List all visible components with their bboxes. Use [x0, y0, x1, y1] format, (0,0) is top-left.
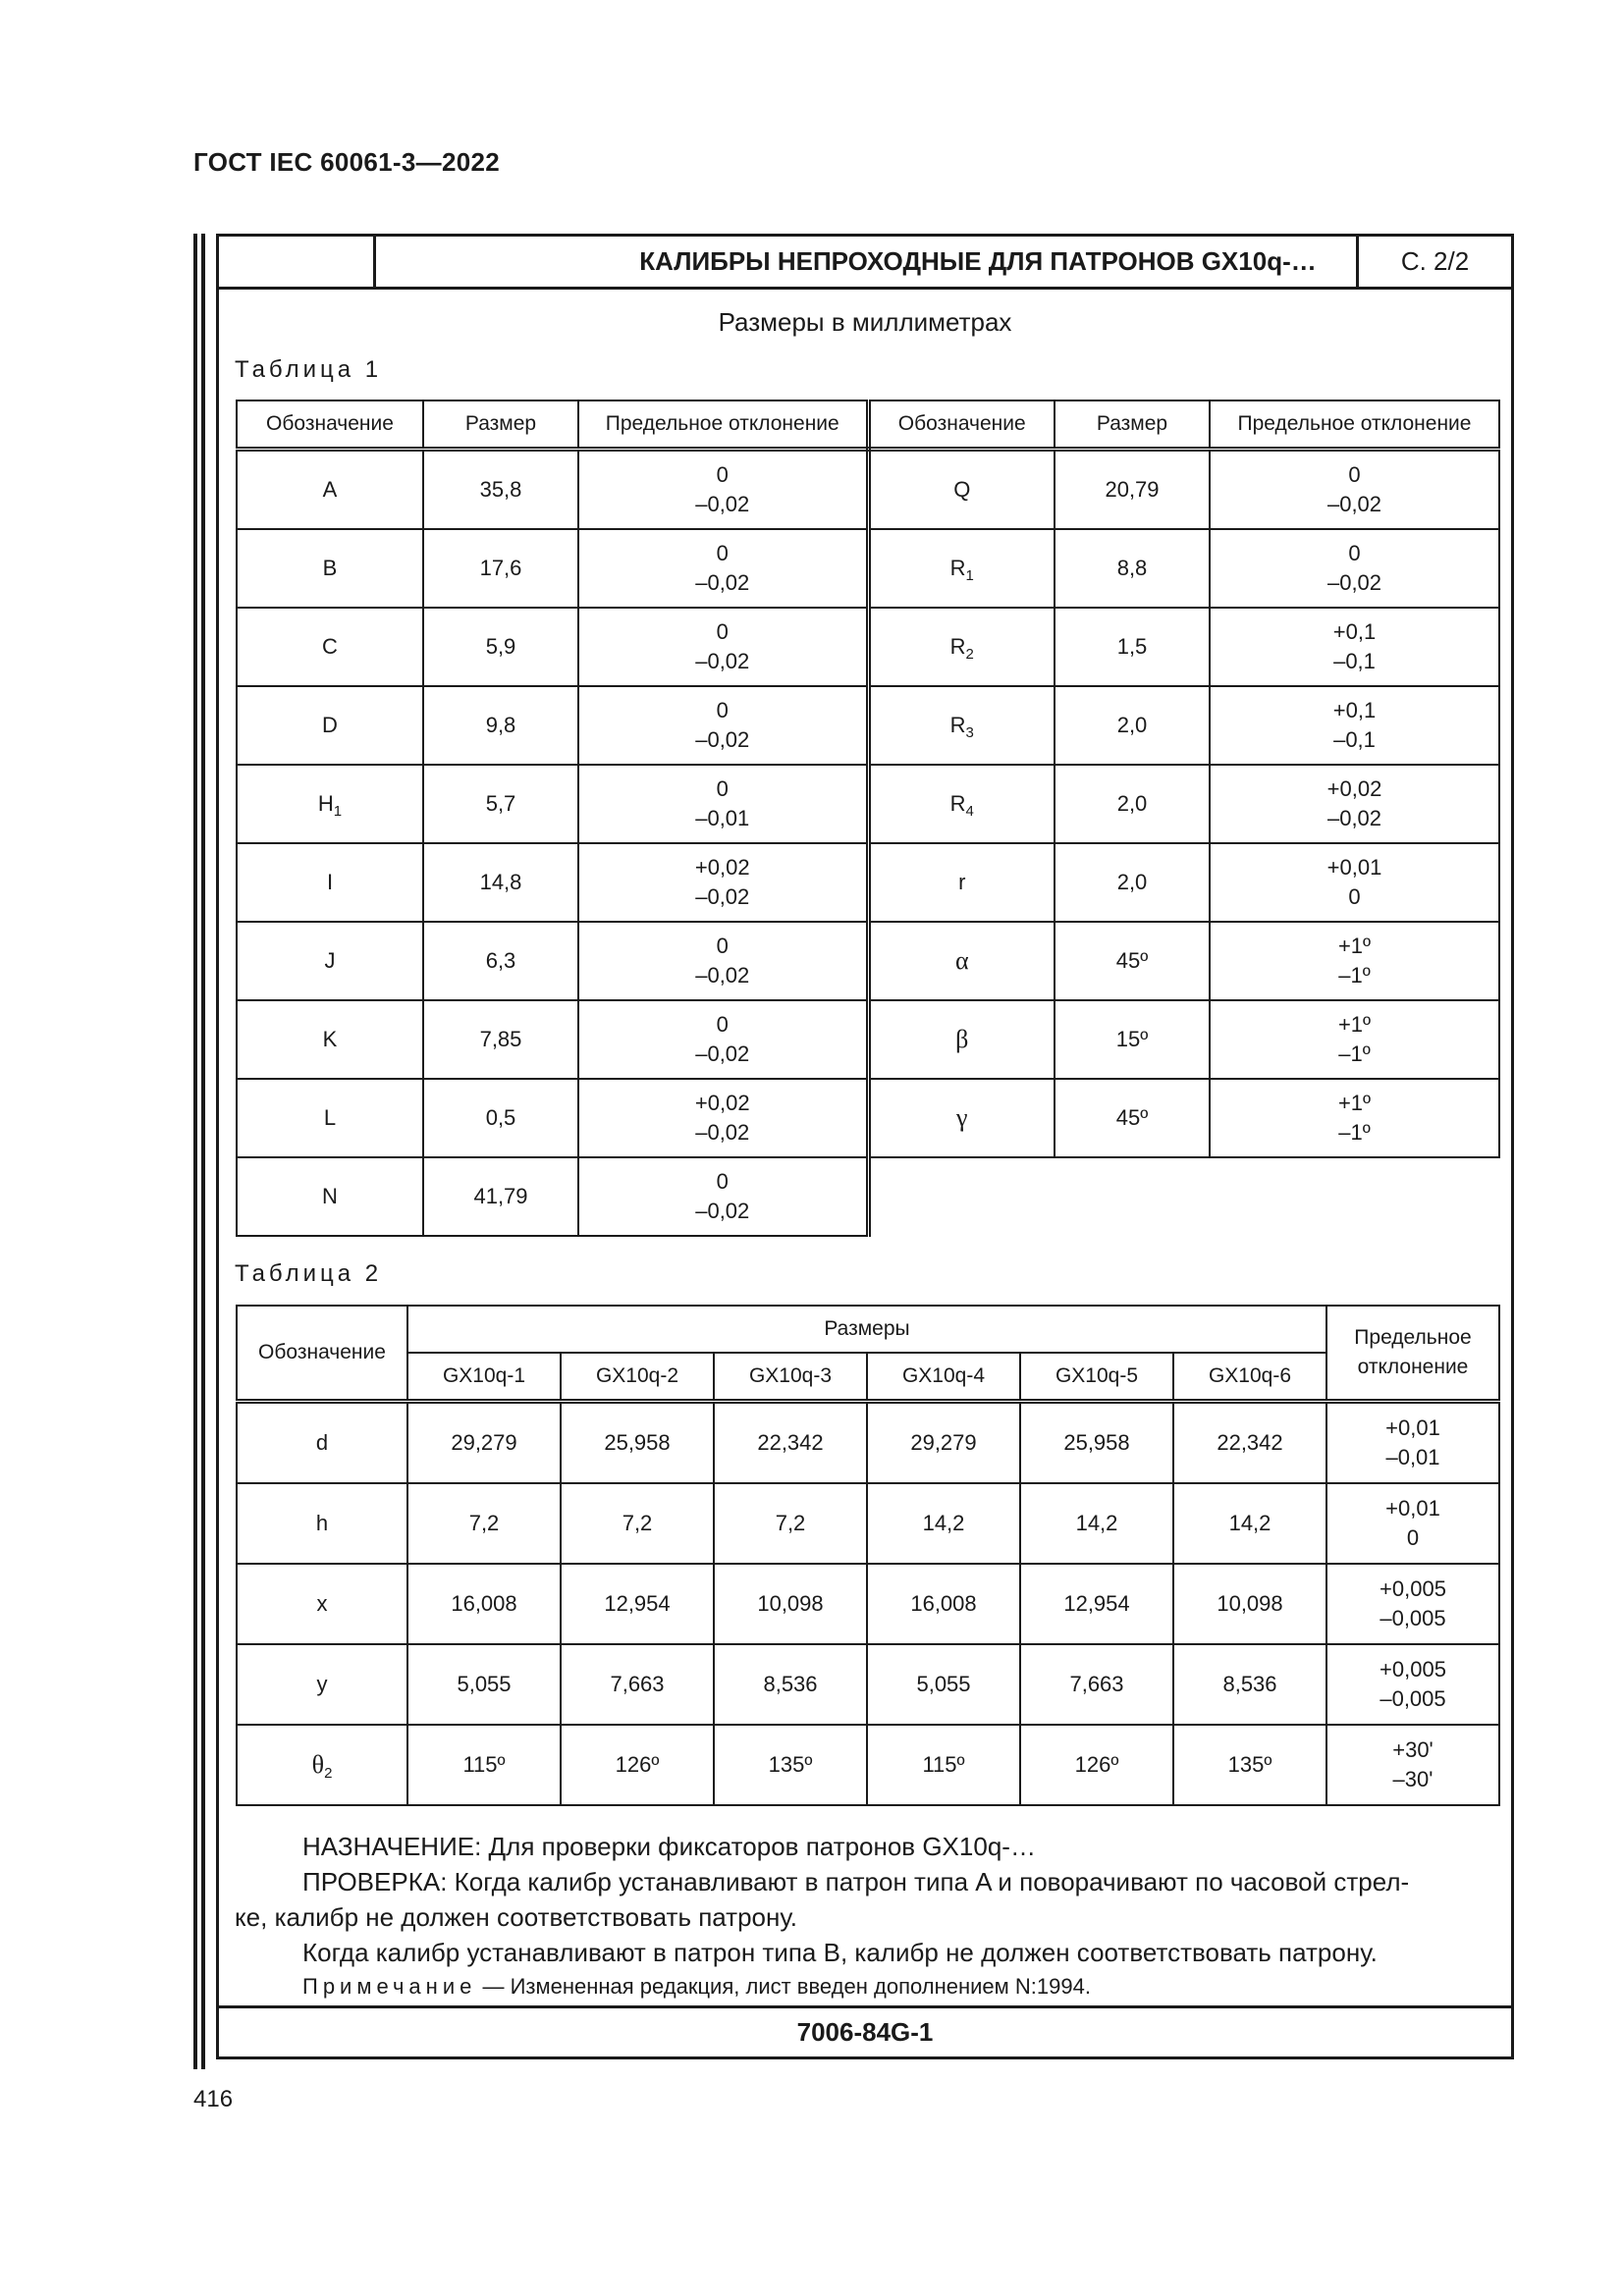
symbol: I [326, 870, 334, 894]
table2 [236, 1305, 1500, 1806]
t1-deviation [578, 450, 868, 530]
deviation-lower: –30' [1392, 1767, 1434, 1791]
symbol-subscript: 1 [333, 803, 343, 820]
t1-size: 35,8 [423, 450, 578, 530]
t1-deviation [1210, 608, 1499, 686]
sheet-frame [216, 234, 1514, 2059]
symbol-subscript: 4 [965, 803, 974, 820]
t1-size: 0,5 [423, 1079, 578, 1157]
symbol: x [316, 1591, 328, 1616]
t1-deviation [578, 765, 868, 843]
t1-header: Размер [1055, 400, 1210, 450]
deviation-lower: 0 [1348, 884, 1361, 909]
deviation-lower: –0,02 [1326, 806, 1382, 830]
t1-designation [237, 1079, 423, 1157]
deviation-lower: –1º [1338, 963, 1371, 988]
t1-size: 20,79 [1055, 450, 1210, 530]
deviation-upper: 0 [716, 1169, 729, 1194]
t2-value: 5,055 [867, 1644, 1020, 1725]
deviation-lower: –1º [1338, 1041, 1371, 1066]
t1-header: Предельное отклонение [1210, 400, 1499, 450]
symbol: K [322, 1027, 338, 1051]
t2-value: 12,954 [561, 1564, 714, 1644]
t2-header-sizes: Размеры [407, 1306, 1326, 1353]
t2-deviation [1326, 1564, 1499, 1644]
t1-deviation [578, 608, 868, 686]
deviation-lower: –0,02 [1326, 492, 1382, 516]
t2-column-header: GX10q-5 [1020, 1353, 1173, 1402]
t1-designation [868, 608, 1055, 686]
table-row [237, 608, 1499, 686]
t2-column-header: GX10q-4 [867, 1353, 1020, 1402]
deviation-lower: –0,005 [1380, 1606, 1446, 1630]
t1-size: 7,85 [423, 1000, 578, 1079]
t2-value: 115º [407, 1725, 561, 1805]
t2-value: 135º [1173, 1725, 1326, 1805]
t1-body [237, 450, 1499, 1237]
t1-size: 45º [1055, 1079, 1210, 1157]
page-number: 416 [193, 2086, 234, 2112]
t2-value: 7,2 [561, 1483, 714, 1564]
t1-designation [868, 1000, 1055, 1079]
symbol: d [315, 1430, 329, 1455]
t2-body [237, 1402, 1499, 1806]
t2-deviation [1326, 1725, 1499, 1805]
t2-column-header: GX10q-6 [1173, 1353, 1326, 1402]
purpose-paragraph: НАЗНАЧЕНИЕ: Для проверки фиксаторов патронов GX10q-… [302, 1832, 1036, 1861]
t1-deviation [1210, 843, 1499, 922]
deviation-lower: –0,02 [695, 492, 750, 516]
t1-designation [237, 1000, 423, 1079]
t2-deviation [1326, 1402, 1499, 1484]
symbol: α [954, 945, 969, 975]
t1-designation [237, 1157, 423, 1236]
t1-designation [868, 529, 1055, 608]
deviation-lower: –0,1 [1333, 727, 1376, 752]
symbol: h [315, 1511, 329, 1535]
deviation-upper: 0 [716, 776, 729, 801]
t2-header-designation: Обозначение [237, 1306, 407, 1402]
t2-column-header: GX10q-1 [407, 1353, 561, 1402]
deviation-upper: +0,01 [1385, 1496, 1440, 1521]
document-code: ГОСТ IEC 60061-3—2022 [193, 147, 500, 177]
deviation-lower: –0,02 [1326, 570, 1382, 595]
deviation-upper: +0,005 [1380, 1657, 1446, 1682]
deviation-upper: +1º [1337, 934, 1372, 958]
t2-designation [237, 1483, 407, 1564]
symbol: H [317, 791, 334, 816]
deviation-upper: 0 [716, 698, 729, 722]
deviation-upper: +0,02 [1326, 776, 1382, 801]
units-note: Размеры в миллиметрах [718, 307, 1012, 337]
t2-value: 14,2 [1173, 1483, 1326, 1564]
t1-size: 9,8 [423, 686, 578, 765]
t2-designation [237, 1402, 407, 1484]
t1-deviation [578, 1079, 868, 1157]
frame-margin-line [201, 234, 205, 2069]
t1-size: 2,0 [1055, 843, 1210, 922]
t1-designation [237, 922, 423, 1000]
deviation-upper: +0,1 [1332, 619, 1377, 644]
t1-size: 15º [1055, 1000, 1210, 1079]
t1-deviation [578, 529, 868, 608]
table-row [237, 1402, 1499, 1484]
t2-value: 7,2 [714, 1483, 867, 1564]
sheet-title: КАЛИБРЫ НЕПРОХОДНЫЕ ДЛЯ ПАТРОНОВ GX10q-… [639, 246, 1317, 276]
deviation-lower: –0,02 [695, 570, 750, 595]
t2-value: 29,279 [867, 1402, 1020, 1484]
t1-designation [868, 1079, 1055, 1157]
symbol: r [958, 870, 966, 894]
deviation-upper: +30' [1392, 1737, 1434, 1762]
t1-size: 45º [1055, 922, 1210, 1000]
table2-caption: Таблица 2 [235, 1260, 383, 1287]
t1-designation [868, 450, 1055, 530]
table-row [237, 1644, 1499, 1725]
body-text [219, 1829, 1511, 1970]
symbol: A [322, 477, 338, 502]
t2-value: 115º [867, 1725, 1020, 1805]
t2-value: 29,279 [407, 1402, 561, 1484]
t1-designation [237, 843, 423, 922]
t1-designation [237, 686, 423, 765]
t1-empty-cell [868, 1157, 1499, 1236]
table-row [237, 1725, 1499, 1805]
t2-designation [237, 1725, 407, 1805]
deviation-lower: –1º [1338, 1120, 1371, 1145]
symbol: N [322, 1184, 338, 1208]
table-row [237, 843, 1499, 922]
t2-deviation [1326, 1483, 1499, 1564]
t1-deviation [1210, 1000, 1499, 1079]
symbol: D [322, 713, 338, 737]
t1-deviation [578, 843, 868, 922]
t1-size: 8,8 [1055, 529, 1210, 608]
t1-deviation [578, 686, 868, 765]
table-row [237, 686, 1499, 765]
table-row [237, 1000, 1499, 1079]
check-paragraph-line1: ПРОВЕРКА: Когда калибр устанавливают в патрон типа A и поворачивают по часовой стрел- [302, 1867, 1410, 1896]
t1-size: 2,0 [1055, 686, 1210, 765]
t2-column-header: GX10q-3 [714, 1353, 867, 1402]
t2-value: 22,342 [714, 1402, 867, 1484]
symbol: y [316, 1672, 328, 1696]
deviation-lower: –0,02 [695, 727, 750, 752]
t1-deviation [1210, 765, 1499, 843]
t2-value: 14,2 [1020, 1483, 1173, 1564]
t1-size: 14,8 [423, 843, 578, 922]
t1-deviation [1210, 686, 1499, 765]
t1-header: Обозначение [868, 400, 1055, 450]
t2-value: 14,2 [867, 1483, 1020, 1564]
deviation-upper: +0,01 [1385, 1415, 1440, 1440]
t1-designation [868, 686, 1055, 765]
symbol: β [955, 1024, 969, 1053]
t2-deviation [1326, 1644, 1499, 1725]
t2-designation [237, 1564, 407, 1644]
t1-deviation [578, 922, 868, 1000]
table-row [237, 1157, 1499, 1236]
deviation-lower: –0,005 [1380, 1686, 1446, 1711]
deviation-upper: +1º [1337, 1012, 1372, 1037]
t1-size: 5,7 [423, 765, 578, 843]
t2-value: 8,536 [714, 1644, 867, 1725]
deviation-lower: –0,02 [695, 884, 750, 909]
sheet-header [219, 237, 1511, 290]
deviation-lower: –0,02 [695, 1041, 750, 1066]
deviation-upper: 0 [716, 462, 729, 487]
note-label: Примечание [302, 1974, 477, 1999]
t1-size: 1,5 [1055, 608, 1210, 686]
t1-designation [237, 450, 423, 530]
deviation-upper: 0 [716, 1012, 729, 1037]
t2-value: 7,663 [1020, 1644, 1173, 1725]
note [302, 1974, 1091, 2000]
t2-value: 135º [714, 1725, 867, 1805]
symbol: γ [956, 1102, 968, 1132]
table-row [237, 765, 1499, 843]
t2-value: 25,958 [1020, 1402, 1173, 1484]
deviation-upper: 0 [716, 934, 729, 958]
t2-column-header: GX10q-2 [561, 1353, 714, 1402]
t1-size: 6,3 [423, 922, 578, 1000]
t2-value: 126º [1020, 1725, 1173, 1805]
t1-size: 2,0 [1055, 765, 1210, 843]
symbol: B [322, 556, 338, 580]
deviation-lower: –0,02 [695, 1199, 750, 1223]
table1-caption: Таблица 1 [235, 356, 383, 383]
t1-deviation [578, 1157, 868, 1236]
symbol: C [322, 634, 338, 659]
deviation-upper: +0,02 [694, 1091, 750, 1115]
t1-deviation [1210, 1079, 1499, 1157]
table-row [237, 1564, 1499, 1644]
frame-margin-line [193, 234, 197, 2069]
deviation-upper: +0,1 [1332, 698, 1377, 722]
deviation-upper: 0 [1348, 541, 1361, 565]
symbol: L [323, 1105, 337, 1130]
deviation-upper: 0 [716, 541, 729, 565]
t1-header: Предельное отклонение [578, 400, 868, 450]
symbol-subscript: 2 [324, 1764, 333, 1782]
t2-value: 12,954 [1020, 1564, 1173, 1644]
t2-value: 10,098 [1173, 1564, 1326, 1644]
symbol: R [949, 713, 966, 737]
deviation-upper: +0,01 [1326, 855, 1382, 880]
symbol: R [949, 791, 966, 816]
t1-header: Размер [423, 400, 578, 450]
note-text: — Измененная редакция, лист введен дополнением N:1994. [476, 1974, 1091, 1999]
deviation-lower: –0,02 [695, 963, 750, 988]
deviation-lower: –0,02 [695, 649, 750, 673]
t1-deviation [1210, 922, 1499, 1000]
check-paragraph-line2: ке, калибр не должен соответствовать патрону. [235, 1902, 797, 1932]
t1-designation [868, 843, 1055, 922]
t2-value: 126º [561, 1725, 714, 1805]
deviation-lower: –0,01 [1385, 1445, 1440, 1469]
t2-value: 5,055 [407, 1644, 561, 1725]
t1-designation [237, 529, 423, 608]
deviation-lower: –0,1 [1333, 649, 1376, 673]
t2-value: 10,098 [714, 1564, 867, 1644]
symbol: R [949, 556, 966, 580]
t2-designation [237, 1644, 407, 1725]
symbol: R [949, 634, 966, 659]
deviation-upper: +0,005 [1380, 1576, 1446, 1601]
t1-designation [868, 922, 1055, 1000]
t1-designation [237, 765, 423, 843]
t1-size: 17,6 [423, 529, 578, 608]
deviation-lower: –0,02 [695, 1120, 750, 1145]
symbol: θ [311, 1749, 325, 1779]
table-row [237, 529, 1499, 608]
table1 [236, 400, 1500, 1237]
symbol: Q [953, 477, 971, 502]
symbol-subscript: 3 [965, 724, 974, 741]
symbol-subscript: 2 [965, 646, 974, 663]
t2-header-deviation: Предельное отклонение [1326, 1306, 1499, 1402]
t1-deviation [1210, 529, 1499, 608]
deviation-upper: +1º [1337, 1091, 1372, 1115]
table-row [237, 1483, 1499, 1564]
t2-value: 7,2 [407, 1483, 561, 1564]
t2-value: 16,008 [867, 1564, 1020, 1644]
table-row [237, 1079, 1499, 1157]
t1-header: Обозначение [237, 400, 423, 450]
check-b-paragraph: Когда калибр устанавливают в патрон типа B, калибр не должен соответствовать патрону. [302, 1938, 1378, 1967]
t2-value: 22,342 [1173, 1402, 1326, 1484]
t1-size: 41,79 [423, 1157, 578, 1236]
header-empty-cell [219, 237, 376, 287]
t1-designation [868, 765, 1055, 843]
deviation-upper: 0 [1348, 462, 1361, 487]
t1-deviation [1210, 450, 1499, 530]
symbol: J [324, 948, 336, 973]
symbol-subscript: 1 [965, 567, 974, 584]
table-row [237, 922, 1499, 1000]
deviation-lower: –0,01 [695, 806, 750, 830]
deviation-lower: 0 [1406, 1525, 1420, 1550]
t2-value: 25,958 [561, 1402, 714, 1484]
sheet-footer-code: 7006-84G-1 [219, 2005, 1511, 2056]
sheet-page: С. 2/2 [1356, 237, 1511, 287]
deviation-upper: 0 [716, 619, 729, 644]
deviation-upper: +0,02 [694, 855, 750, 880]
table-row [237, 450, 1499, 530]
t2-value: 16,008 [407, 1564, 561, 1644]
t1-size: 5,9 [423, 608, 578, 686]
t2-value: 8,536 [1173, 1644, 1326, 1725]
t1-designation [237, 608, 423, 686]
t2-value: 7,663 [561, 1644, 714, 1725]
t1-deviation [578, 1000, 868, 1079]
